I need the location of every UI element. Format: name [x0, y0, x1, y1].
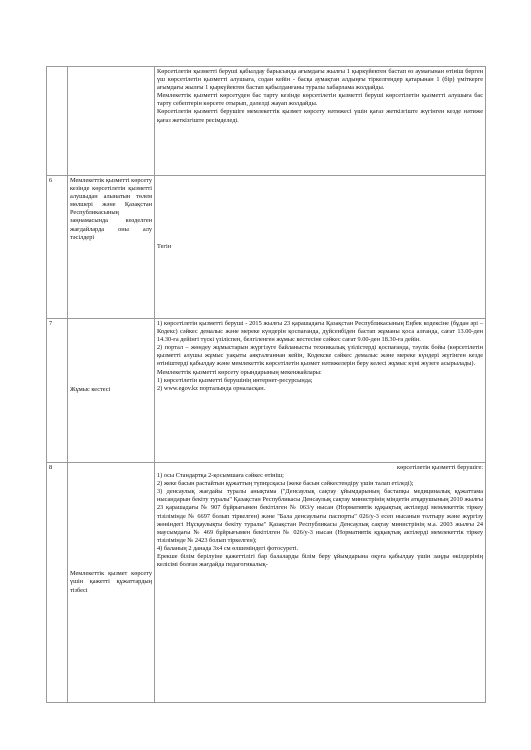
paragraph: Көрсетілетін қызметті беруші қабылдау барысында ағымдағы жылғы 1 қыркүйектен бастап өз аумағынан өтініш берген үш көрсетілетін қызметті алушыға, содан кейін - басқа аумақтан алдыңғы тіркелгендер қатарынан 1 (бір) үміткерге ағымдағы жылғы 1 қыркүйектен бастап қабылданғаны туралы хабарлама жолдайды.: [157, 68, 483, 92]
row-label: Жұмыс кестесі: [68, 319, 155, 463]
paragraph: Мемлекеттік қызметті көрсетуден бас тарту кезінде көрсетілетін қызметті беруші көрсетілетін қызметті алушыға бас тарту себептерін көрсете отырып, дәлелді жауап жолдайды.: [157, 92, 483, 108]
paragraph: Мемлекеттік қызметті көрсету орындарының мекенжайлары:: [157, 368, 322, 376]
paragraph: Тегін: [157, 242, 172, 250]
paragraph: 2) портал – жөндеу жұмыстарын жүргізуге байланысты техникалық үзілістерді қоспағанда, тәулік бойы (көрсетілетін қызметті алушы жұмыс уақыты аяқталғаннан кейін, Кодекске сәйкес демалыс және мереке күндері жүгінген кезде өтініштерді қабылдау және мемлекеттік көрсетілетін қызмет нәтижелерін беру келесі жұмыс күні жүзеге асырылады).: [157, 344, 483, 368]
paragraph: 2) www.egov.kz порталында орналасқан.: [157, 384, 266, 392]
row-number: [47, 67, 68, 176]
paragraph: 1) көрсетілетін қызметті берушінің интернет-ресурсында;: [157, 376, 313, 384]
row-label: Мемлекеттік қызмет көрсету үшін қажетті құжаттардың тізбесі: [68, 463, 155, 703]
row-content: [155, 463, 486, 703]
row-number: 8: [47, 463, 68, 703]
row-content: [155, 319, 486, 463]
table-row: [47, 67, 486, 176]
row-label: [68, 67, 155, 176]
paragraph: 4) баланың 2 данада 3х4 см өлшеміндегі фотосуреті.: [157, 544, 299, 552]
row-number: 6: [47, 176, 68, 319]
row-label: Мемлекеттік қызметті көрсету кезінде көрсетілетін қызметті алушыдан алынатын төлем мөлшері және Қазақстан Республикасының заңнамасында көзделген жағдайларда оны алу тәсілдері: [68, 176, 155, 319]
row-content: [155, 176, 486, 319]
paragraph: Көрсетілетін қызметті берушіге мемлекеттік қызмет көрсету нәтижесі үшін қағаз жеткізгіште жүгінген кезде нәтиже қағаз жеткізгіште ресімделеді.: [157, 108, 483, 124]
paragraph: 1) осы Стандартқа 2-қосымшаға сәйкес өтініш;: [157, 472, 284, 480]
paragraph: 1) көрсетілетін қызметті беруші - 2015 жылғы 23 қарашадағы Қазақстан Республикасының Еңбек кодексіне (бұдан әрі – Кодекс) сәйкес демалыс және мереке күндерін қоспағанда, дүйсенбіден бастап жұманы қоса алғанда, сағат 13.00-ден 14.30-ға дейінгі түскі үзіліспен, белгіленген жұмыс кестесіне сәйкес сағат 9.00-ден 18.30-ға дейін.: [157, 320, 483, 344]
row-content: [155, 67, 486, 176]
paragraph: көрсетілетін қызметті берушіге:: [397, 464, 483, 471]
table-row: [47, 319, 486, 463]
table-row: [47, 176, 486, 319]
table-row: [47, 463, 486, 703]
paragraph: 2) жеке басын растайтын құжаттың түпнұсқасы (жеке басын сәйкестендіру үшін талап етіледі);: [157, 480, 414, 488]
paragraph: Ерекше білім берілуіне қажеттілігі бар балаларды білім беру ұйымдарына оқуға қабылдау үшін заңды өкілдерінің келісімі болған жағдайда педагогикалық-: [157, 553, 483, 569]
paragraph: 3) денсаулық жағдайы туралы анықтама ("Денсаулық сақтау ұйымдарының бастапқы медициналық құжаттама нысандарын бекіту туралы" Қазақстан Республикасы Денсаулық сақтау министрінің міндетін атқарушының 2010 жылғы 23 қарашадағы № 907 бұйрығымен бекітілген № 063/у нысан (Нормативтік құқықтық актілерді мемлекеттік тіркеу тізілімінде № 6697 болып тіркелген) және "Бала денсаулығы паспорты" 026/у-3 есеп нысанын толтыру және жүргізу жөніндегі Нұсқаулықты бекіту туралы" Қазақстан Республикасы Денсаулық сақтау министрінің м.а. 2003 жылғы 24 маусымдағы № 469 бұйрығымен бекітілген № 026/у-3 нысан (Нормативтік құқықтық актілерді мемлекеттік тіркеу тізілімінде № 2423 болып тіркелген);: [157, 488, 483, 544]
service-standard-table: [46, 66, 486, 703]
row-number: 7: [47, 319, 68, 463]
